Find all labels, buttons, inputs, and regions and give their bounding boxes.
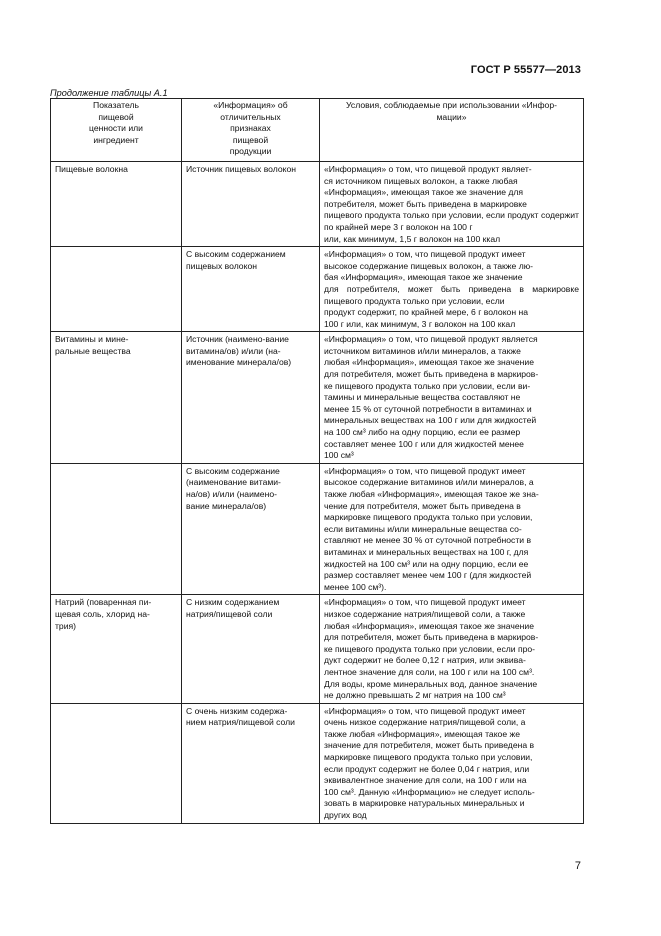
column-header-indicator: Показатель пищевой ценности или ингредиент (51, 99, 182, 162)
claim-cell: С низким содержанием натрия/пищевой соли (182, 595, 320, 703)
table-caption: Продолжение таблицы А.1 (50, 88, 168, 98)
document-header: ГОСТ Р 55577—2013 (470, 64, 581, 76)
table-row (51, 161, 584, 246)
table-header-row (51, 99, 584, 162)
claim-cell: С высоким содержание (наименование витами- на/ов) и/или (наимено- вание минерала/ов) (182, 463, 320, 595)
condition-cell: «Информация» о том, что пищевой продукт имеет низкое содержание натрия/пищевой соли, а также любая «Информация», имеющая такое же значение для потребителя, может быть приведена в маркиров- ке пищевого продукта только при условии, если про- дукт содержит не более 0,12 г натрия, или эквива- лентное значение для соли, на 100 г или на 100 см³. Для воды, кроме минеральных вод, данное значение не должно превышать 2 мг натрия на 100 см³ (320, 595, 584, 703)
indicator-cell: Пищевые волокна (51, 161, 182, 246)
indicator-cell: Витамины и мине- ральные вещества (51, 332, 182, 464)
indicator-cell (51, 247, 182, 332)
page-number: 7 (574, 860, 581, 872)
claim-cell: С высоким содержанием пищевых волокон (182, 247, 320, 332)
table-row (51, 463, 584, 595)
column-header-condition: Условия, соблюдаемые при использовании «Инфор- мации» (320, 99, 584, 162)
condition-cell: «Информация» о том, что пищевой продукт имеет очень низкое содержание натрия/пищевой соли, а также любая «Информация», имеющая такое же значение для потребителя, может быть приведена в маркировке пищевого продукта только при условии, если продукт содержит не более 0,04 г натрия, или эквивалентное значение для соли, на 100 г или на 100 см³. Данную «Информацию» не следует исполь- зовать в маркировке натуральных минеральных и других вод (320, 703, 584, 823)
indicator-cell (51, 703, 182, 823)
table-row (51, 247, 584, 332)
claims-table (50, 98, 584, 824)
table-row (51, 595, 584, 703)
table-row (51, 703, 584, 823)
claim-cell: С очень низким содержа- нием натрия/пищевой соли (182, 703, 320, 823)
condition-cell: «Информация» о том, что пищевой продукт являет- ся источником пищевых волокон, а также любая «Информация», имеющая такое же значение для потребителя, может быть приведена в маркировке пищевого продукта только при условии, если продукт содержит по крайней мере 3 г волокон на 100 г или, как минимум, 1,5 г волокон на 100 ккал (320, 161, 584, 246)
condition-cell: «Информация» о том, что пищевой продукт имеет высокое содержание пищевых волокон, а также лю- бая «Информация», имеющая такое же значение для потребителя, может быть приведена в маркировке пищевого продукта только при условии, если продукт содержит, по крайней мере, 6 г волокон на 100 г или, как минимум, 3 г волокон на 100 ккал (320, 247, 584, 332)
table-row (51, 332, 584, 464)
indicator-cell: Натрий (поваренная пи- щевая соль, хлорид на- трия) (51, 595, 182, 703)
claim-cell: Источник (наимено-вание витамина/ов) и/или (на- именование минерала/ов) (182, 332, 320, 464)
column-header-claim: «Информация» об отличительных признаках пищевой продукции (182, 99, 320, 162)
condition-cell: «Информация» о том, что пищевой продукт является источником витаминов и/или минералов, а также любая «Информация», имеющая такое же значение для потребителя, может быть приведена в маркиров- ке пищевого продукта только при условии, если ви- тамины и минеральные вещества составляют не менее 15 % от суточной потребности в витаминах и минеральных веществах на 100 г или для жидкостей на 100 см³ либо на одну порцию, если ее размер составляет менее 100 г или для жидкостей менее 100 см³ (320, 332, 584, 464)
condition-cell: «Информация» о том, что пищевой продукт имеет высокое содержание витаминов и/или минералов, а также любая «Информация», имеющая такое же зна- чение для потребителя, может быть приведена в маркировке пищевого продукта только при условии, если витамины и/или минеральные вещества со- ставляют не менее 30 % от суточной потребности в витаминах и минеральных веществах на 100 г, для жидкостей на 100 см³ или на одну порцию, если ее размер составляет менее чем 100 г (для жидкостей менее 100 см³). (320, 463, 584, 595)
indicator-cell (51, 463, 182, 595)
claim-cell: Источник пищевых волокон (182, 161, 320, 246)
